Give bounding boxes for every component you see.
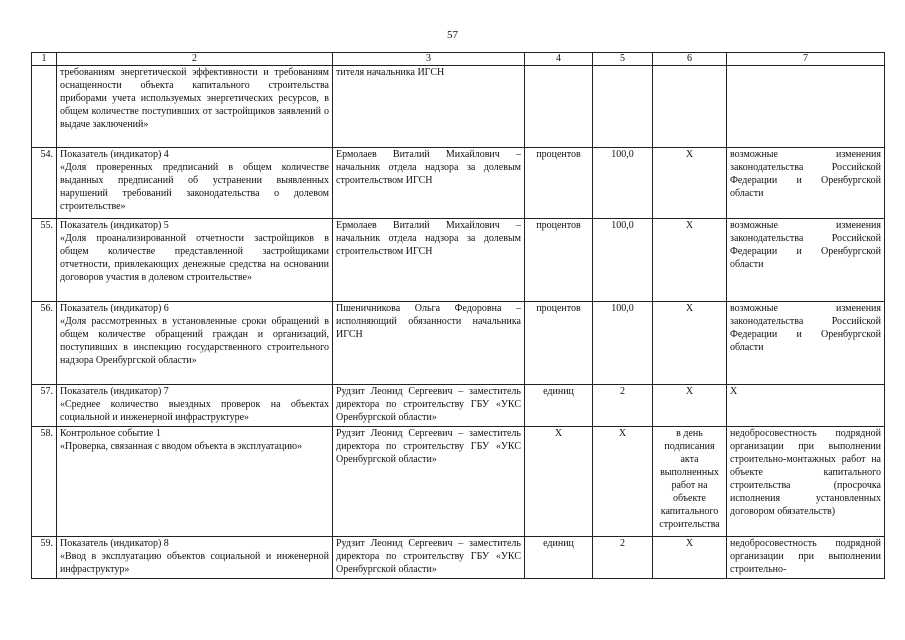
- indicator-cell: [57, 537, 333, 579]
- indicator-text: «Проверка, связанная с вводом объекта в эксплуатацию»: [60, 441, 303, 452]
- value-cell: Х: [593, 427, 653, 537]
- header-col-4: 4: [525, 53, 593, 66]
- indicator-cell: [57, 302, 333, 385]
- deadline-cell: Х: [653, 148, 727, 219]
- table-row: [32, 66, 885, 148]
- risk-cell: недобросовестность подрядной организации при выполнении строительно-монтажных работ на объекте капитального строительства (просрочка исполнения установленных договором обязательств): [727, 427, 885, 537]
- risk-cell: возможные изменения законодательства Российской Федерации и Оренбургской области: [727, 219, 885, 302]
- value-cell: 2: [593, 385, 653, 427]
- indicator-cell: [57, 148, 333, 219]
- unit-cell: единиц: [525, 537, 593, 579]
- indicator-title: Контрольное событие 1: [60, 428, 161, 439]
- indicator-text: требованиям энергетической эффективности и требованиям оснащенности объекта капитального строительства приборами учета используемых энергетических ресурсов, в общем количестве поступивших от застройщиков заявлений о выдаче заключений»: [60, 67, 329, 130]
- header-col-1: 1: [32, 53, 57, 66]
- deadline-cell: в день подписания акта выполненных работ на объекте капитального строительства: [653, 427, 727, 537]
- value-cell: 100,0: [593, 219, 653, 302]
- header-col-7: 7: [727, 53, 885, 66]
- risk-cell: возможные изменения законодательства Российской Федерации и Оренбургской области: [727, 302, 885, 385]
- header-col-3: 3: [333, 53, 525, 66]
- header-row: [32, 53, 885, 66]
- risk-cell: возможные изменения законодательства Российской Федерации и Оренбургской области: [727, 148, 885, 219]
- value-cell: 100,0: [593, 148, 653, 219]
- unit-cell: единиц: [525, 385, 593, 427]
- header-col-2: 2: [57, 53, 333, 66]
- indicator-text: «Доля проверенных предписаний в общем количестве выданных предписаний об устранении выявленных нарушений требований законодательства о долевом строительстве»: [60, 162, 329, 212]
- indicator-cell: [57, 427, 333, 537]
- risk-cell: Х: [727, 385, 885, 427]
- deadline-cell: [653, 66, 727, 148]
- indicator-text: «Доля рассмотренных в установленные сроки обращений в общем количестве обращений граждан и организаций, поступивших в инспекцию государственного строительного надзора Оренбургской области»: [60, 316, 329, 366]
- unit-cell: процентов: [525, 219, 593, 302]
- indicator-cell: [57, 66, 333, 148]
- value-cell: 2: [593, 537, 653, 579]
- row-number: 58.: [32, 427, 57, 537]
- deadline-cell: Х: [653, 302, 727, 385]
- table-row: [32, 219, 885, 302]
- responsible-cell: Ермолаев Виталий Михайлович – начальник отдела надзора за долевым строительством ИГСН: [333, 219, 525, 302]
- indicator-title: Показатель (индикатор) 7: [60, 386, 169, 397]
- unit-cell: процентов: [525, 302, 593, 385]
- responsible-cell: Рудзит Леонид Сергеевич – заместитель директора по строительству ГБУ «УКС Оренбургской области»: [333, 537, 525, 579]
- indicator-cell: [57, 385, 333, 427]
- table-row: [32, 302, 885, 385]
- row-number: 55.: [32, 219, 57, 302]
- deadline-cell: Х: [653, 537, 727, 579]
- row-number: 56.: [32, 302, 57, 385]
- responsible-cell: Пшеничникова Ольга Федоровна – исполняющий обязанности начальника ИГСН: [333, 302, 525, 385]
- indicator-text: «Среднее количество выездных проверок на объектах социальной и инженерной инфраструктуре»: [60, 399, 329, 423]
- row-number: 54.: [32, 148, 57, 219]
- responsible-cell: Рудзит Леонид Сергеевич – заместитель директора по строительству ГБУ «УКС Оренбургской области»: [333, 385, 525, 427]
- page-number: 57: [447, 29, 458, 41]
- row-number: 57.: [32, 385, 57, 427]
- indicator-title: Показатель (индикатор) 6: [60, 303, 169, 314]
- unit-cell: [525, 66, 593, 148]
- table-row: [32, 385, 885, 427]
- table-row: [32, 537, 885, 579]
- unit-cell: процентов: [525, 148, 593, 219]
- deadline-cell: Х: [653, 219, 727, 302]
- risk-cell: [727, 66, 885, 148]
- indicator-cell: [57, 219, 333, 302]
- indicator-text: «Доля проанализированной отчетности застройщиков в общем количестве представленной застройщиками отчетности, привлекающих денежные средства на основании договоров участия в долевом строительстве»: [60, 233, 329, 283]
- header-col-5: 5: [593, 53, 653, 66]
- row-number: 59.: [32, 537, 57, 579]
- value-cell: 100,0: [593, 302, 653, 385]
- row-number: [32, 66, 57, 148]
- header-col-6: 6: [653, 53, 727, 66]
- indicator-text: «Ввод в эксплуатацию объектов социальной и инженерной инфраструктур»: [60, 551, 329, 575]
- value-cell: [593, 66, 653, 148]
- indicator-title: Показатель (индикатор) 8: [60, 538, 169, 549]
- indicator-title: Показатель (индикатор) 5: [60, 220, 169, 231]
- responsible-cell: тителя начальника ИГСН: [333, 66, 525, 148]
- deadline-cell: Х: [653, 385, 727, 427]
- responsible-cell: Рудзит Леонид Сергеевич – заместитель директора по строительству ГБУ «УКС Оренбургской области»: [333, 427, 525, 537]
- table-row: [32, 427, 885, 537]
- indicators-table: [31, 52, 885, 579]
- unit-cell: Х: [525, 427, 593, 537]
- risk-cell: недобросовестность подрядной организации при выполнении строительно-: [727, 537, 885, 579]
- responsible-cell: Ермолаев Виталий Михайлович – начальник отдела надзора за долевым строительством ИГСН: [333, 148, 525, 219]
- indicator-title: Показатель (индикатор) 4: [60, 149, 169, 160]
- table-row: [32, 148, 885, 219]
